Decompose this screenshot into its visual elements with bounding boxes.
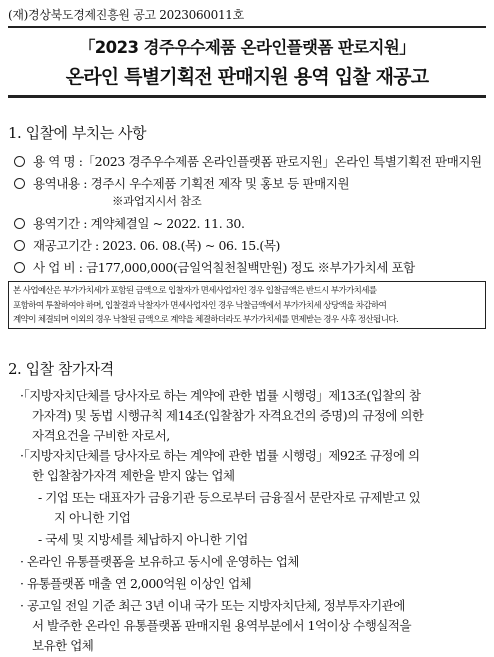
notice-line: 본 사업예산은 부가가치세가 포함된 금액으로 입찰자가 면세사업자인 경우 입찰금액은 반드시 부가가치세를	[13, 286, 377, 296]
qualification-line: 가자격) 및 동법 시행규칙 제14조(입찰참가 자격요건의 증명)의 규정에 의한	[32, 408, 424, 423]
item-text: 용 역 명 :「2023 경주우수제품 온라인플랫폼 판로지원」온라인 특별기획전 판매지원	[33, 154, 482, 169]
title-box	[8, 26, 486, 98]
list-item	[14, 214, 245, 232]
circle-bullet-icon	[14, 218, 25, 229]
item-note: ※과업지시서 참조	[112, 194, 202, 208]
vat-notice-box	[8, 281, 486, 329]
item-text: 용역내용 : 경주시 우수제품 기획전 제작 및 홍보 등 판매지원	[33, 176, 350, 191]
title-line-1: 「2023 경주우수제품 온라인플랫폼 판로지원」	[78, 38, 416, 57]
circle-bullet-icon	[14, 156, 25, 167]
circle-bullet-icon	[14, 178, 25, 189]
notice-line: 포함하여 투찰하여야 하며, 입찰결과 낙찰자가 면세사업자인 경우 낙찰금액에서 부가가치세 상당액을 차감하여	[13, 300, 387, 311]
list-item	[14, 152, 482, 170]
qualification-line: 자격요건을 구비한 자로서,	[32, 428, 170, 443]
item-text: 용역기간 : 계약체결일 ~ 2022. 11. 30.	[33, 216, 245, 231]
notice-number: (재)경상북도경제진흥원 공고 2023060011호	[8, 8, 244, 22]
title-line-2: 온라인 특별기획전 판매지원 용역 입찰 재공고	[65, 66, 429, 88]
notice-line: 계약이 체결되며 이외의 경우 낙찰된 금액으로 계약을 체결하더라도 부가가치세를 면제받는 경우 사후 정산됩니다.	[13, 315, 399, 325]
item-text: 재공고기간 : 2023. 06. 08.(목) ~ 06. 15.(목)	[33, 238, 281, 253]
item-text: 사 업 비 : 금177,000,000(금일억칠천칠백만원) 정도 ※부가가치세 포함	[33, 260, 415, 275]
qualification-line: 보유한 업체	[32, 638, 94, 653]
section-2-heading: 2. 입찰 참가자격	[8, 360, 114, 378]
section-1-heading: 1. 입찰에 부치는 사항	[8, 124, 147, 142]
qualification-subline: - 국세 및 지방세를 체납하지 아니한 기업	[38, 532, 248, 547]
qualification-subline: - 기업 또는 대표자가 금융기관 등으로부터 금융질서 문란자로 규제받고 있	[38, 490, 421, 505]
qualification-line: · 유통플랫폼 매출 연 2,000억원 이상인 업체	[20, 576, 252, 591]
qualification-line: 서 발주한 온라인 유통플랫폼 판매지원 용역부분에서 1억이상 수행실적을	[32, 618, 412, 633]
qualification-line: 한 입찰참가자격 제한을 받지 않는 업체	[32, 468, 235, 483]
qualification-line: · 공고일 전일 기준 최근 3년 이내 국가 또는 지방자치단체, 정부투자기관에	[20, 598, 405, 613]
qualification-subline: 지 아니한 기업	[54, 510, 131, 525]
list-item	[14, 236, 280, 254]
circle-bullet-icon	[14, 262, 25, 273]
circle-bullet-icon	[14, 240, 25, 251]
list-item	[14, 174, 349, 192]
qualification-line: ·「지방자치단체를 당사자로 하는 계약에 관한 법률 시행령」제92조 규정에 의	[20, 448, 420, 463]
list-item	[14, 258, 415, 276]
qualification-line: ·「지방자치단체를 당사자로 하는 계약에 관한 법률 시행령」제13조(입찰의 참	[20, 388, 421, 403]
qualification-line: · 온라인 유통플랫폼을 보유하고 동시에 운영하는 업체	[20, 554, 299, 569]
